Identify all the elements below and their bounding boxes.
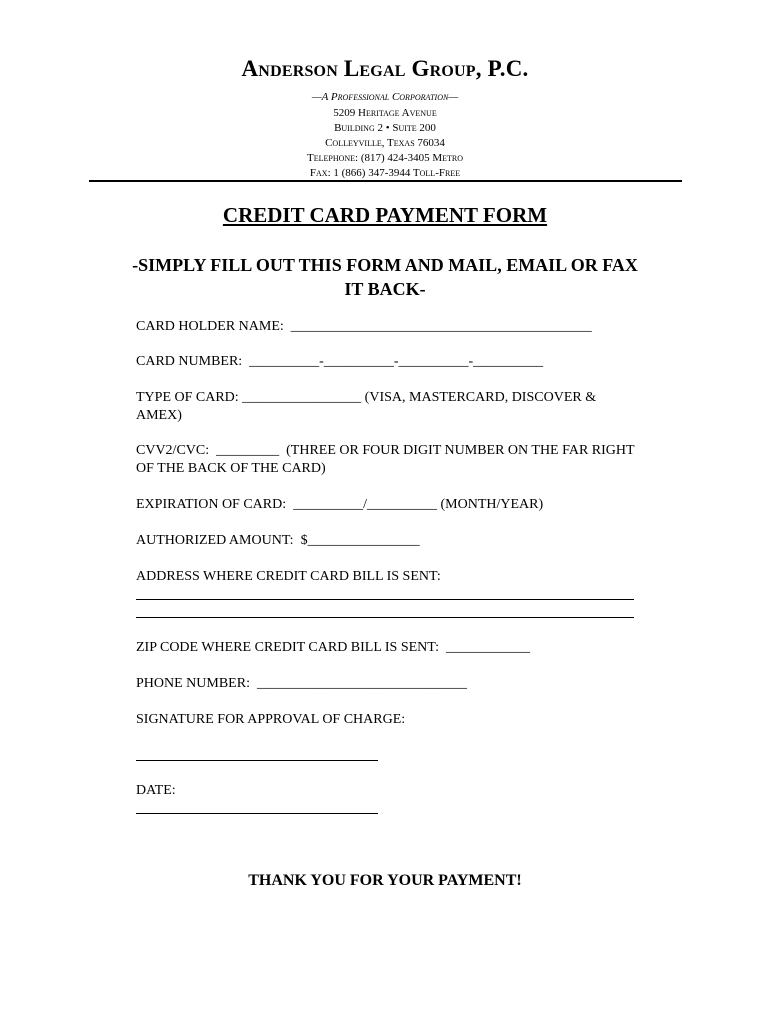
- telephone-line: Telephone: (817) 424-3405 Metro: [306, 152, 463, 164]
- billing-address-line-2: [136, 617, 634, 618]
- date-label: DATE:: [136, 783, 176, 798]
- card-type-field: TYPE OF CARD: _________________ (VISA, MASTERCARD, DISCOVER & AMEX): [136, 390, 599, 423]
- expiration-field: EXPIRATION OF CARD: __________/__________ (MONTH/YEAR): [136, 497, 544, 512]
- zip-code-field: ZIP CODE WHERE CREDIT CARD BILL IS SENT: ____________: [136, 640, 531, 655]
- form-instructions: -SIMPLY FILL OUT THIS FORM AND MAIL, EMAIL OR FAX IT BACK-: [132, 255, 638, 299]
- card-number-field: CARD NUMBER: __________-__________-__________-__________: [136, 354, 544, 369]
- firm-name: Anderson Legal Group, P.C.: [241, 56, 529, 81]
- address-city: Colleyville, Texas 76034: [325, 137, 445, 149]
- billing-address-line-1: [136, 599, 634, 600]
- phone-number-field: PHONE NUMBER: ______________________________: [136, 676, 467, 691]
- signature-line: [136, 760, 378, 761]
- address-building: Building 2 • Suite 200: [334, 122, 436, 134]
- thank-you-message: THANK YOU FOR YOUR PAYMENT!: [248, 872, 522, 889]
- cvv-field: CVV2/CVC: _________ (THREE OR FOUR DIGIT NUMBER ON THE FAR RIGHT OF THE BACK OF THE CARD): [136, 443, 638, 476]
- date-line: [136, 813, 378, 814]
- header-divider: [89, 180, 682, 182]
- signature-label: SIGNATURE FOR APPROVAL OF CHARGE:: [136, 712, 406, 727]
- authorized-amount-field: AUTHORIZED AMOUNT: $________________: [136, 533, 420, 548]
- address-street: 5209 Heritage Avenue: [333, 107, 437, 119]
- firm-subtitle: —A Professional Corporation—: [311, 91, 459, 103]
- card-holder-name-field: CARD HOLDER NAME: ___________________________________________: [136, 319, 592, 334]
- billing-address-label: ADDRESS WHERE CREDIT CARD BILL IS SENT:: [136, 569, 441, 584]
- form-title: CREDIT CARD PAYMENT FORM: [222, 203, 548, 227]
- fax-line: Fax: 1 (866) 347-3944 Toll-Free: [309, 167, 461, 179]
